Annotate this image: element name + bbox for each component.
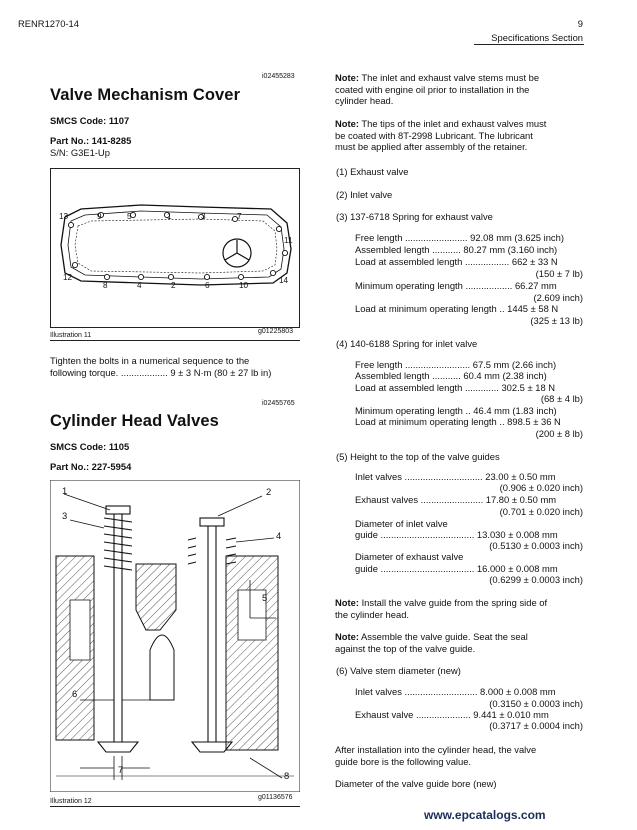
- item-4-min-op: Minimum operating length .. 46.4 mm (1.83 inch): [355, 405, 557, 416]
- item-6-inlet: Inlet valves ............................ 8.000 ± 0.008 mm: [355, 686, 556, 697]
- item-3-load: Load at assembled length ................. 662 ± 33 N: [355, 256, 558, 267]
- bolt-label-11: 11: [284, 236, 293, 245]
- item-4-load-min: Load at minimum operating length .. 898.5 ± 36 N: [355, 416, 561, 427]
- callout-1: 1: [62, 485, 68, 496]
- bolt-label-8: 8: [103, 281, 108, 290]
- item-6-exhaust: Exhaust valve ..................... 9.441 ± 0.010 mm: [355, 709, 549, 720]
- item-5-dia-ex-b: guide .................................... 16.000 ± 0.008 mm: [355, 563, 558, 574]
- header-rule: [474, 44, 584, 45]
- vmc-sn: S/N: G3E1-Up: [50, 147, 110, 158]
- item-6-inlet-inch: (0.3150 ± 0.0003 inch): [489, 698, 583, 709]
- bolt-label-2: 2: [171, 281, 176, 290]
- item-2-inlet-valve: (2) Inlet valve: [336, 189, 393, 200]
- illustration-12-rule: [50, 806, 300, 807]
- bolt-markers: [68, 212, 287, 279]
- torque-line-1: Tighten the bolts in a numerical sequence to the: [50, 355, 250, 366]
- section-title: Specifications Section: [491, 32, 583, 43]
- illustration-11-ref: g01225803: [258, 328, 294, 335]
- note-4: Note: Assemble the valve guide. Seat the seal against the top of the valve guide.: [335, 631, 528, 654]
- bolt-label-4: 4: [137, 281, 142, 290]
- doc-id: RENR1270-14: [18, 18, 79, 29]
- item-3-load-min: Load at minimum operating length .. 1445 ± 58 N: [355, 303, 559, 314]
- bolt-label-3: 3: [201, 212, 206, 221]
- cylinder-head-drawing: [50, 480, 300, 792]
- bolt-label-10: 10: [239, 281, 249, 290]
- item-4-head: (4) 140-6188 Spring for inlet valve: [336, 338, 478, 349]
- illustration-11-rule: [50, 340, 300, 341]
- item-3-free-length: Free length ........................ 92.08 mm (3.625 inch): [355, 232, 564, 243]
- torque-line-2: following torque. .................. 9 ± 3 N·m (80 ± 27 lb in): [50, 367, 272, 378]
- callout-8: 8: [284, 770, 290, 781]
- vmc-title: Valve Mechanism Cover: [50, 86, 241, 104]
- item-1-exhaust-valve: (1) Exhaust valve: [336, 166, 409, 177]
- exhaust-spring-icon: [104, 506, 132, 570]
- star-emblem-icon: [223, 239, 251, 267]
- illustration-12-ref: g01136576: [258, 794, 293, 801]
- callout-3: 3: [62, 510, 68, 521]
- after-installation-text: After installation into the cylinder head, the valve guide bore is the following value.: [335, 744, 537, 767]
- item-3-head: (3) 137-6718 Spring for exhaust valve: [336, 211, 493, 222]
- item-5-dia-inlet-a: Diameter of inlet valve: [355, 518, 448, 529]
- item-5-dia-inlet-b: guide .................................... 13.030 ± 0.008 mm: [355, 529, 558, 540]
- item-3-min-op-inch: (2.609 inch): [533, 292, 583, 303]
- chv-part: Part No.: 227-5954: [50, 461, 132, 472]
- page-number: 9: [577, 18, 583, 29]
- item-5-dia-inlet-c: (0.5130 ± 0.0003 inch): [489, 540, 583, 551]
- valve-guide-bore-text: Diameter of the valve guide bore (new): [335, 778, 497, 789]
- item-3-load-lb: (150 ± 7 lb): [535, 268, 583, 279]
- item-5-exhaust: Exhaust valves ........................ 17.80 ± 0.50 mm: [355, 494, 557, 505]
- valve-cover-drawing: [51, 169, 301, 329]
- item-5-exhaust-inch: (0.701 ± 0.020 inch): [499, 506, 583, 517]
- bolt-label-5: 5: [127, 212, 132, 221]
- bolt-label-6: 6: [205, 281, 210, 290]
- item-5-dia-ex-a: Diameter of exhaust valve: [355, 551, 464, 562]
- vmc-smcs: SMCS Code: 1107: [50, 115, 130, 126]
- item-4-free-length: Free length ......................... 67.5 mm (2.66 inch): [355, 359, 557, 370]
- item-4-load-lb: (68 ± 4 lb): [540, 393, 583, 404]
- vmc-ref: i02455283: [262, 73, 295, 80]
- item-5-inlet-inch: (0.906 ± 0.020 inch): [499, 482, 583, 493]
- watermark: www.epcatalogs.com: [424, 808, 546, 822]
- callout-7: 7: [118, 764, 124, 775]
- bolt-label-14: 14: [279, 276, 289, 285]
- illustration-11-caption: Illustration 11: [50, 332, 92, 339]
- vmc-part: Part No.: 141-8285: [50, 135, 132, 146]
- item-6-head: (6) Valve stem diameter (new): [336, 665, 461, 676]
- note-2: Note: The tips of the inlet and exhaust valves must be coated with 8T-2998 Lubricant. The lubricant must be applied after assembly of the retainer.: [335, 118, 547, 153]
- note-3: Note: Install the valve guide from the spring side of the cylinder head.: [335, 597, 548, 620]
- illustration-12-caption: Illustration 12: [50, 798, 92, 805]
- item-6-exhaust-inch: (0.3717 ± 0.0004 inch): [489, 720, 583, 731]
- item-5-inlet: Inlet valves .............................. 23.00 ± 0.50 mm: [355, 471, 556, 482]
- chv-ref: i02455765: [262, 400, 295, 407]
- item-3-load-min-lb: (325 ± 13 lb): [530, 315, 583, 326]
- illustration-11-frame: [50, 168, 300, 328]
- item-5-head: (5) Height to the top of the valve guides: [336, 451, 500, 462]
- item-3-min-op: Minimum operating length .................. 66.27 mm: [355, 280, 557, 291]
- callout-6: 6: [72, 688, 78, 699]
- bolt-label-13: 13: [59, 212, 69, 221]
- item-3-assembled-length: Assembled length ........... 80.27 mm (3.160 inch): [355, 244, 558, 255]
- callout-4: 4: [276, 530, 282, 541]
- bolt-label-12: 12: [63, 273, 73, 282]
- bolt-label-7: 7: [237, 212, 242, 221]
- callout-5: 5: [262, 592, 268, 603]
- bolt-label-9: 9: [97, 212, 102, 221]
- note-1: Note: The inlet and exhaust valve stems must be coated with engine oil prior to installation in the cylinder head.: [335, 72, 540, 107]
- exhaust-valve-icon: [98, 506, 138, 752]
- item-4-load: Load at assembled length ............. 302.5 ± 18 N: [355, 382, 556, 393]
- item-4-load-min-lb: (200 ± 8 lb): [535, 428, 583, 439]
- item-4-assembled-length: Assembled length ........... 60.4 mm (2.38 inch): [355, 370, 547, 381]
- chv-title: Cylinder Head Valves: [50, 412, 219, 430]
- callout-2: 2: [266, 486, 272, 497]
- bolt-label-1: 1: [167, 212, 172, 221]
- illustration-12-frame: [50, 480, 300, 792]
- item-5-dia-ex-c: (0.6299 ± 0.0003 inch): [489, 574, 583, 585]
- chv-smcs: SMCS Code: 1105: [50, 441, 130, 452]
